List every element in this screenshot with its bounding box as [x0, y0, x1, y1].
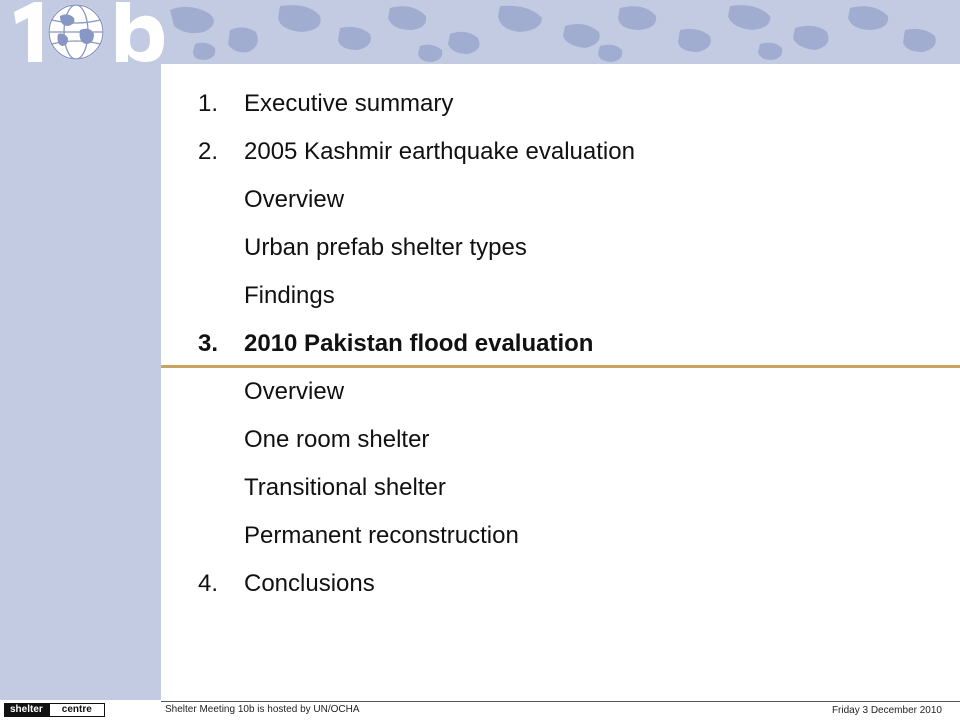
left-sidebar-band [0, 64, 161, 700]
agenda-item-label: Conclusions [244, 570, 375, 597]
agenda-item-number: 4. [198, 570, 219, 597]
agenda-item-label: Urban prefab shelter types [244, 234, 527, 261]
agenda-item-label: 2005 Kashmir earthquake evaluation [244, 138, 635, 165]
shelter-centre-logo [4, 703, 105, 717]
agenda-item-label: Overview [244, 186, 345, 213]
footer-hosted-text: Shelter Meeting 10b is hosted by UN/OCHA [165, 704, 360, 715]
active-item-underline [161, 365, 960, 368]
footer-divider [161, 701, 960, 702]
agenda-item-label: One room shelter [244, 426, 430, 453]
agenda-item-label: Executive summary [244, 90, 454, 117]
logo-shelter-text: shelter [4, 703, 49, 717]
agenda-item-label: 2010 Pakistan flood evaluation [244, 330, 594, 357]
agenda-item-number: 2. [198, 138, 219, 165]
agenda-item-label: Permanent reconstruction [244, 522, 519, 549]
agenda-item-number: 1. [198, 90, 219, 117]
agenda-item-label: Transitional shelter [244, 474, 446, 501]
agenda-item-label: Findings [244, 282, 335, 309]
header-band [0, 0, 960, 64]
agenda-item-number: 3. [198, 330, 219, 357]
logo-centre-text: centre [49, 703, 105, 717]
footer-date: Friday 3 December 2010 [831, 705, 942, 716]
agenda-item-label: Overview [244, 378, 345, 405]
10b-logo [4, 0, 164, 64]
